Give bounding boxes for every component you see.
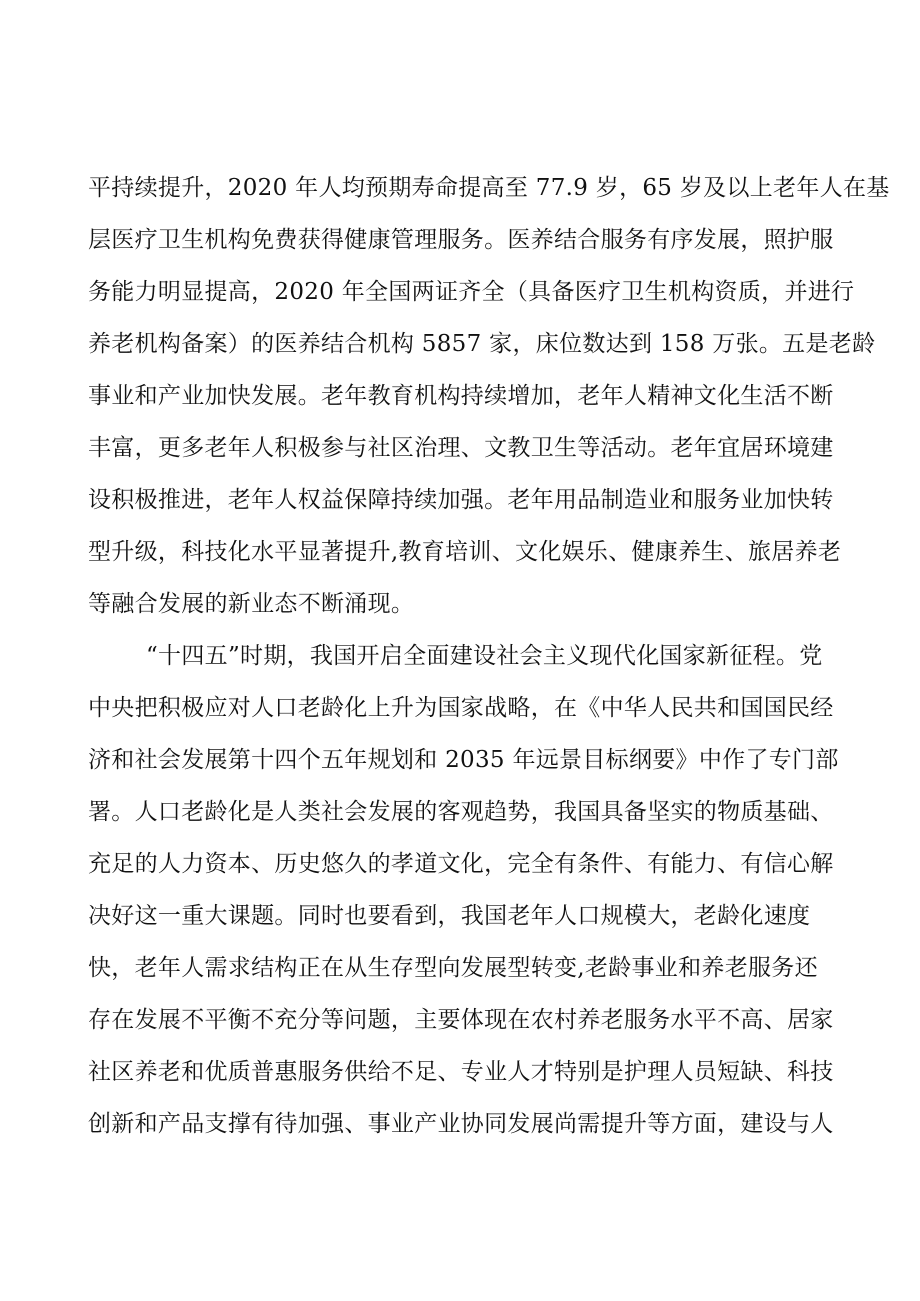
text-line: “十四五”时期，我国开启全面建设社会主义现代化国家新征程。党 (146, 643, 823, 669)
text-line: 署。人口老龄化是人类社会发展的客观趋势，我国具备坚实的物质基础、 (88, 799, 834, 825)
text-line: 养老机构备案）的医养结合机构 5857 家，床位数达到 158 万张。五是老龄 (88, 331, 876, 357)
text-line: 济和社会发展第十四个五年规划和 2035 年远景目标纲要》中作了专门部 (88, 747, 839, 773)
text-line: 存在发展不平衡不充分等问题，主要体现在农村养老服务水平不高、居家 (88, 1007, 834, 1033)
document-body (88, 162, 890, 1150)
text-line: 等融合发展的新业态不断涌现。 (88, 591, 415, 617)
text-line: 决好这一重大课题。同时也要看到，我国老年人口规模大，老龄化速度 (88, 903, 811, 929)
text-line: 社区养老和优质普惠服务供给不足、专业人才特别是护理人员短缺、科技 (88, 1059, 834, 1085)
text-line: 快，老年人需求结构正在从生存型向发展型转变,老龄事业和养老服务还 (88, 955, 818, 981)
text-line: 平持续提升，2020 年人均预期寿命提高至 77.9 岁，65 岁及以上老年人在基 (88, 175, 890, 201)
text-line: 充足的人力资本、历史悠久的孝道文化，完全有条件、有能力、有信心解 (88, 851, 834, 877)
text-line: 型升级，科技化水平显著提升,教育培训、文化娱乐、健康养生、旅居养老 (88, 539, 842, 565)
text-line: 丰富，更多老年人积极参与社区治理、文教卫生等活动。老年宜居环境建 (88, 435, 834, 461)
text-line: 创新和产品支撑有待加强、事业产业协同发展尚需提升等方面，建设与人 (88, 1111, 834, 1137)
text-line: 务能力明显提高，2020 年全国两证齐全（具备医疗卫生机构资质，并进行 (88, 279, 855, 305)
text-line: 设积极推进，老年人权益保障持续加强。老年用品制造业和服务业加快转 (88, 487, 834, 513)
text-line: 事业和产业加快发展。老年教育机构持续增加，老年人精神文化生活不断 (88, 383, 834, 409)
text-line: 层医疗卫生机构免费获得健康管理服务。医养结合服务有序发展，照护服 (88, 227, 834, 253)
text-line: 中央把积极应对人口老龄化上升为国家战略，在《中华人民共和国国民经 (88, 695, 834, 721)
